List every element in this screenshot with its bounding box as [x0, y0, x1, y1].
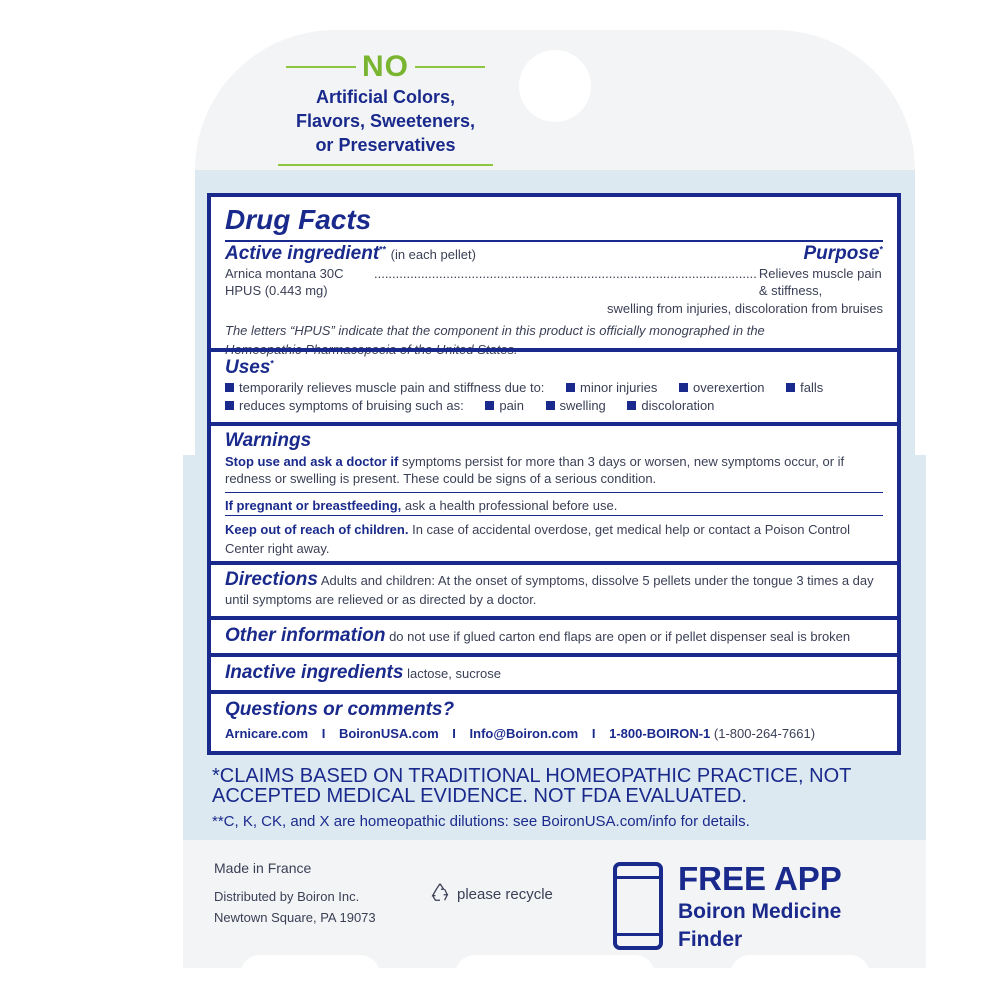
use-2-item: discoloration: [627, 398, 714, 413]
badge-underline: [278, 164, 493, 166]
pregnancy-lead: If pregnant or breastfeeding,: [225, 498, 402, 513]
use-1-item: falls: [786, 380, 823, 395]
warnings-rule: [225, 492, 883, 493]
badge-line-right: [415, 66, 485, 68]
free-app-title: FREE APP: [678, 860, 842, 897]
active-ingredient-heading: Active ingredient: [225, 243, 380, 264]
facts-header-section: [211, 205, 897, 235]
distributor-address: Newtown Square, PA 19073: [214, 910, 376, 925]
dot-leader: ..........................................................................................................: [373, 266, 757, 281]
questions-section: [211, 699, 897, 741]
warnings-section: [211, 430, 897, 487]
section-divider: [211, 653, 897, 657]
badge-line-left: [286, 66, 356, 68]
bottom-notch-left: [240, 955, 380, 975]
keep-out-lead: Keep out of reach of children.: [225, 522, 409, 537]
purpose-line-2: swelling from injuries, discoloration from bruises: [607, 301, 883, 316]
badge-claim-line-2: Flavors, Sweeteners,: [295, 111, 476, 131]
section-divider: [211, 348, 897, 352]
contact-separator: I: [321, 726, 326, 741]
section-divider: [211, 561, 897, 565]
recycle-icon: [429, 881, 451, 907]
hpus-note: The letters “HPUS” indicate that the component in this product is officially monographed in the: [225, 323, 765, 338]
uses-mark: *: [270, 358, 274, 369]
other-info-text: do not use if glued carton end flaps are open or if pellet dispenser seal is broken: [389, 629, 851, 644]
distributor-block: [214, 886, 376, 928]
contact-website-2: BoironUSA.com: [338, 726, 439, 741]
warnings-heading: Warnings: [225, 430, 312, 451]
contact-email: Info@Boiron.com: [469, 726, 579, 741]
pregnancy-warning: [211, 497, 897, 514]
badge-claim-line-3: or Preservatives: [315, 135, 456, 155]
use-2-item: pain: [485, 398, 524, 413]
use-1-item: minor injuries: [566, 380, 657, 395]
dilutions-note: **C, K, CK, and X are homeopathic dilutions: see BoironUSA.com/info for details.: [212, 813, 750, 830]
contact-separator: I: [452, 726, 456, 741]
section-divider: [211, 690, 897, 694]
pregnancy-text: ask a health professional before use.: [404, 498, 618, 513]
directions-text: Adults and children: At the onset of symptoms, dissolve 5 pellets under the tongue 3 times a day until symptoms are relieved or as directed by a doctor.: [225, 573, 874, 607]
use-2-lead: reduces symptoms of bruising such as:: [225, 398, 464, 413]
other-info-section: [211, 625, 897, 647]
directions-section: [211, 570, 897, 609]
use-1-item: overexertion: [679, 380, 765, 395]
active-ingredient-note: (in each pellet): [390, 247, 476, 262]
inactive-heading: Inactive ingredients: [225, 662, 404, 683]
contact-phone: 1-800-BOIRON-1: [609, 726, 711, 741]
contact-separator: I: [591, 726, 596, 741]
hang-hole: [519, 50, 591, 122]
uses-heading: Uses: [225, 357, 271, 378]
recycle-text: please recycle: [457, 885, 553, 903]
warnings-rule: [225, 515, 883, 516]
made-in-text: Made in France: [214, 860, 312, 876]
ingredient-name: Arnica montana 30C HPUS (0.443 mg): [225, 266, 344, 298]
stop-use-lead: Stop use and ask a doctor if: [225, 454, 399, 469]
app-name-line-2: Finder: [678, 928, 743, 951]
drug-facts-panel: [207, 193, 901, 755]
inactive-section: [211, 662, 897, 684]
section-divider: [211, 422, 897, 426]
recycle-block: [429, 881, 553, 907]
questions-heading: Questions or comments?: [225, 699, 455, 720]
bottom-notch-center: [455, 955, 655, 975]
keep-out-text: In case of accidental overdose, get medical help or contact a Poison Control Center right away.: [225, 522, 851, 556]
inactive-text: lactose, sucrose: [407, 666, 502, 681]
no-artificial-badge: [278, 50, 493, 166]
use-1-lead: temporarily relieves muscle pain and stiffness due to:: [225, 380, 544, 395]
active-ingredient-mark: **: [379, 244, 387, 255]
purpose-heading: Purpose: [803, 243, 880, 264]
uses-section: [211, 357, 897, 415]
drug-facts-title: Drug Facts: [225, 204, 372, 235]
active-ingredient-section: [211, 243, 897, 359]
contact-website-1: Arnicare.com: [225, 726, 309, 741]
use-2-item: swelling: [546, 398, 606, 413]
phone-icon: [613, 862, 663, 950]
other-info-heading: Other information: [225, 625, 386, 646]
purpose-mark: *: [879, 244, 883, 255]
purpose-line-1: Relieves muscle pain & stiffness,: [758, 266, 882, 298]
claims-disclaimer: *CLAIMS BASED ON TRADITIONAL HOMEOPATHIC PRACTICE, NOT ACCEPTED MEDICAL EVIDENCE. NOT FDA EVALUATED.: [212, 765, 851, 807]
directions-heading: Directions: [225, 569, 318, 590]
app-name: [678, 898, 841, 954]
badge-claim-line-1: Artificial Colors,: [315, 87, 456, 107]
keep-out-warning: [211, 520, 897, 558]
bottom-notch-right: [730, 955, 870, 975]
section-divider: [211, 616, 897, 620]
badge-no-text: NO: [362, 50, 409, 83]
distributor-name: Distributed by Boiron Inc.: [214, 889, 360, 904]
app-name-line-1: Boiron Medicine: [678, 900, 842, 923]
title-rule: [225, 240, 883, 242]
contact-phone-number: (1-800-264-7661): [713, 726, 816, 741]
stop-use-text: symptoms persist for more than 3 days or worsen, new symptoms occur, or if redness or swelling is present. These could be signs of a serious condition.: [225, 454, 845, 486]
